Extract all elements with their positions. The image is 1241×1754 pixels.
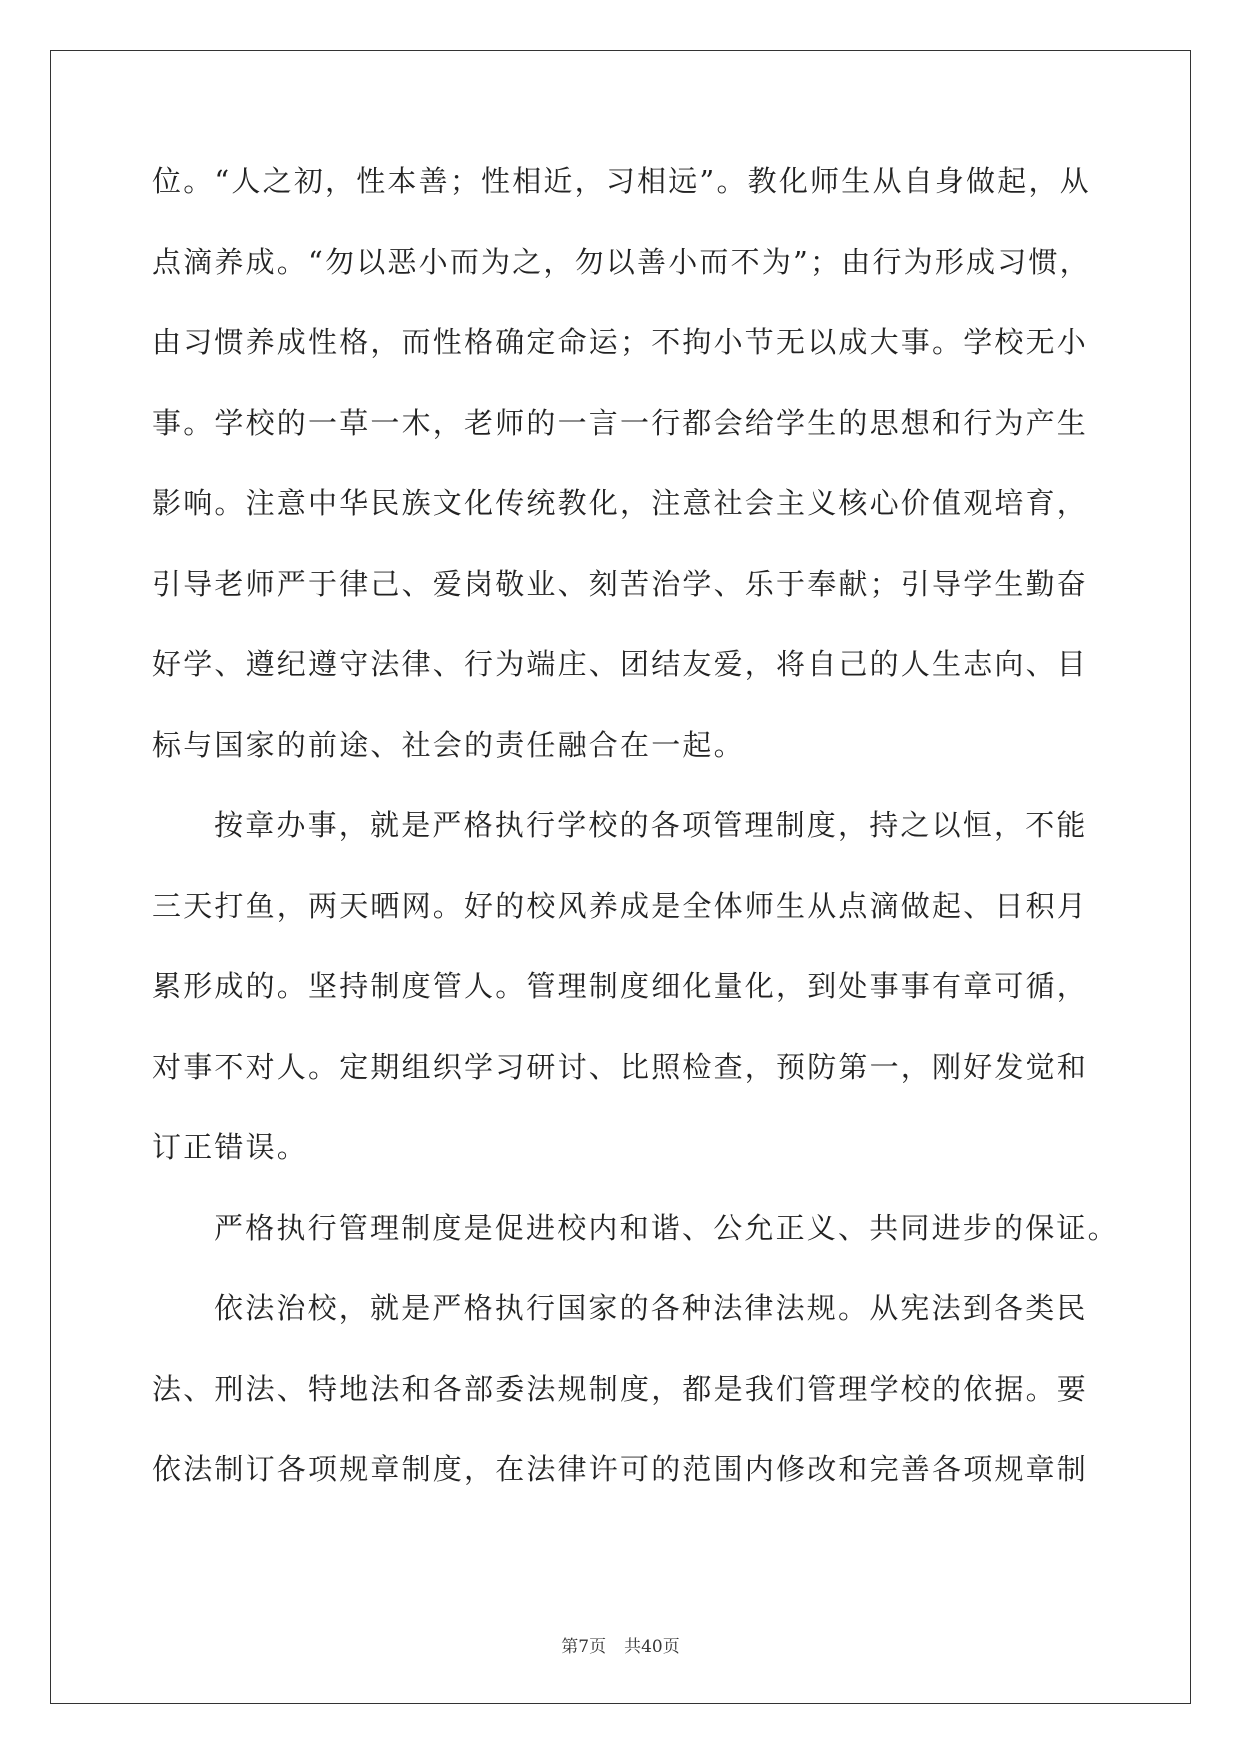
text-line: 三天打鱼，两天晒网。好的校风养成是全体师生从点滴做起、日积月 xyxy=(152,889,1089,923)
paragraph-first-line: 按章办事，就是严格执行学校的各项管理制度，持之以恒，不能 xyxy=(214,808,1088,842)
text-line: 影响。注意中华民族文化传统教化，注意社会主义核心价值观培育， xyxy=(152,486,1089,520)
text-line: 标与国家的前途、社会的责任融合在一起。 xyxy=(152,728,745,762)
text-line: 对事不对人。定期组织学习研讨、比照检查，预防第一，刚好发觉和 xyxy=(152,1050,1089,1084)
text-line: 由习惯养成性格，而性格确定命运；不拘小节无以成大事。学校无小 xyxy=(152,325,1089,359)
text-line: 累形成的。坚持制度管人。管理制度细化量化，到处事事有章可循， xyxy=(152,969,1089,1003)
page-total: 共40页 xyxy=(624,1637,680,1657)
paragraph-first-line: 依法治校，就是严格执行国家的各种法律法规。从宪法到各类民 xyxy=(214,1291,1088,1325)
text-line: 点滴养成。“勿以恶小而为之，勿以善小而不为”；由行为形成习惯， xyxy=(152,245,1091,279)
page-footer xyxy=(0,1632,1241,1657)
text-line: 引导老师严于律己、爱岗敬业、刻苦治学、乐于奉献；引导学生勤奋 xyxy=(152,567,1089,601)
text-line: 位。“人之初，性本善；性相近，习相远”。教化师生从自身做起，从 xyxy=(152,164,1091,198)
text-line: 事。学校的一草一木，老师的一言一行都会给学生的思想和行为产生 xyxy=(152,406,1089,440)
text-line: 依法制订各项规章制度，在法律许可的范围内修改和完善各项规章制 xyxy=(152,1452,1089,1486)
text-line: 好学、遵纪遵守法律、行为端庄、团结友爱，将自己的人生志向、目 xyxy=(152,647,1089,681)
text-line: 法、刑法、特地法和各部委法规制度，都是我们管理学校的依据。要 xyxy=(152,1372,1089,1406)
page-number: 第7页 xyxy=(561,1637,607,1657)
paragraph-first-line: 严格执行管理制度是促进校内和谐、公允正义、共同进步的保证。 xyxy=(214,1211,1119,1245)
text-line: 订正错误。 xyxy=(152,1130,309,1164)
